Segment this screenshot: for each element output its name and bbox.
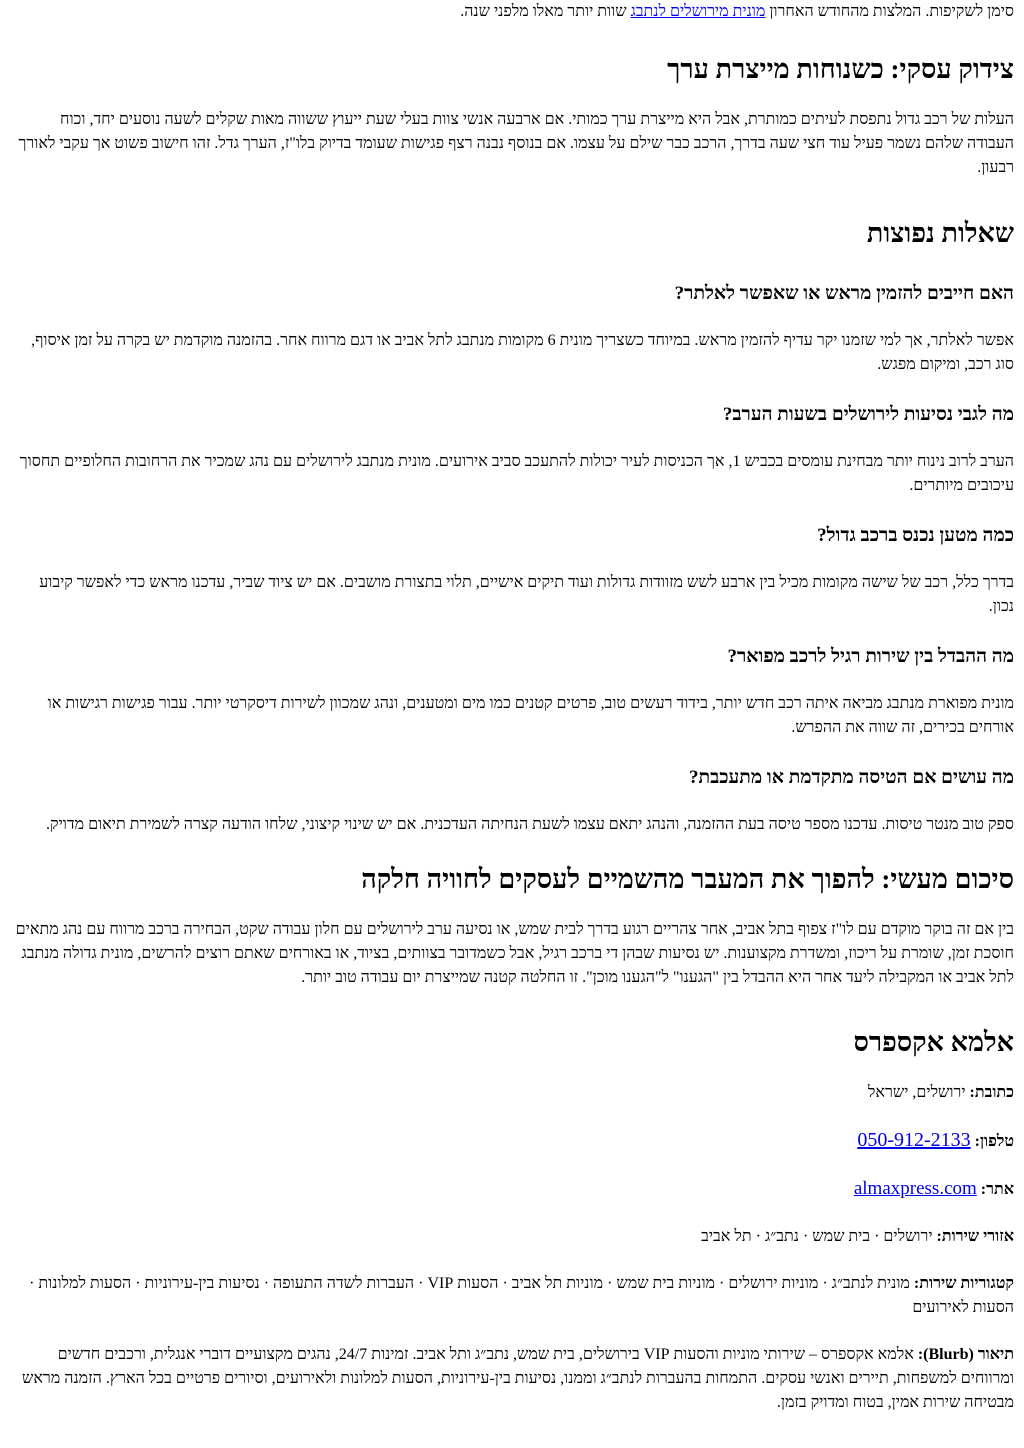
- areas-value: ירושלים · בית שמש · נתב״ג · תל אביב: [701, 1228, 933, 1245]
- faq-answer: אפשר לאלתר, אך למי שזמנו יקר עדיף להזמין מראש. במיוחד כשצריך מונית 6 מקומות מנתבג לתל אביב או דגם מרווח אחר. בהזמנה מוקדמת יש בקרה על זמן איסוף, סוג רכב, ומיקום מפגש.: [31, 332, 1014, 373]
- phone-label: טלפון:: [974, 1133, 1014, 1150]
- blurb-row: [14, 1343, 1014, 1415]
- categories-row: [14, 1272, 1014, 1320]
- categories-value: מונית לנתב״ג · מוניות ירושלים · מוניות בית שמש · מוניות תל אביב · הסעות VIP · העברות לשדה התעופה · נסיעות בין-עירוניות · הסעות למלונות · הסעות לאירועים: [29, 1275, 1014, 1316]
- intro-paragraph: [14, 0, 1014, 24]
- blurb-value: אלמא אקספרס – שירותי מוניות והסעות VIP בירושלים, בית שמש, נתב״ג ותל אביב. זמינות 24/7, נהגים מקצועיים דוברי אנגלית, ורכבים חדשים ומרווחים למשפחות, תיירים ואנשי עסקים. התמחות בהעברות לנתב״ג וממנו, נסיעות בין-עירוניות, הסעות למלונות ולאירועים, וסיורים פרטיים בכל הארץ. הזמנה מראש מבטיחה שירות אמין, בטוח ומדויק בזמן.: [21, 1346, 1014, 1411]
- faq-answer: הערב לרוב נינוח יותר מבחינת עומסים בכביש 1, אך הכניסות לעיר יכולות להתעכב סביב אירועים. מונית מנתבג לירושלים עם נהג שמכיר את הרחובות החלופיים תחסוך עיכובים מיותרים.: [19, 453, 1014, 494]
- faq-question: מה ההבדל בין שירות רגיל לרכב מפואר?: [727, 646, 1014, 667]
- faq-question: האם חייבים להזמין מראש או שאפשר לאלתר?: [674, 283, 1014, 304]
- summary-heading: סיכום מעשי: להפוך את המעבר מהשמיים לעסקים לחוויה חלקה: [361, 864, 1014, 894]
- business-heading: צידוק עסקי: כשנוחות מייצרת ערך: [667, 54, 1014, 84]
- site-link[interactable]: almaxpress.com: [853, 1178, 977, 1199]
- company-heading: אלמא אקספרס: [853, 1027, 1014, 1057]
- faq-answer: ספק טוב מנטר טיסות. עדכנו מספר טיסה בעת ההזמנה, והנהג יתאם עצמו לשעת הנחיתה העדכנית. אם יש שינוי קיצוני, שלחו הודעה קצרה לשמירת תיאום מדויק.: [46, 816, 1014, 833]
- faq-answer: בדרך כלל, רכב של שישה מקומות מכיל בין ארבע לשש מזוודות גדולות ועוד תיקים אישיים, תלוי בתצורת מושבים. אם יש ציוד שביר, עדכנו מראש כדי לאפשר קיבוע נכון.: [39, 574, 1014, 615]
- faq-question: כמה מטען נכנס ברכב גדול?: [817, 525, 1014, 546]
- address-value: ירושלים, ישראל: [867, 1084, 966, 1101]
- phone-link[interactable]: 050-912-2133: [857, 1129, 971, 1151]
- phone-row: [14, 1128, 1014, 1154]
- address-label: כתובת:: [969, 1084, 1014, 1101]
- blurb-label: תיאור (Blurb):: [917, 1346, 1014, 1363]
- business-paragraph: העלות של רכב גדול נתפסת לעיתים כמותרת, אבל היא מייצרת ערך כמותי. אם ארבעה אנשי צוות בעלי שעת ייעוץ ששווה מאות שקלים לשעה נוסעים יחד, וכוח העבודה שלהם נשמר פעיל עוד חצי שעה בדרך, הרכב כבר שילם על עצמו. אם בנוסף נבנה רצף פגישות שעומד בדיוק בלו"ז, הערך גדל. זהו חישוב פשוט אך עקבי לאורך רבעון.: [18, 111, 1014, 176]
- intro-text-before: סימן לשקיפות. המלצות מהחודש האחרון: [769, 3, 1014, 20]
- summary-paragraph: בין אם זה בוקר מוקדם עם לו"ז צפוף בתל אביב, אחר צהריים רגוע בדרך לבית שמש, או נסיעה ערב לירושלים עם חלון עבודה שקט, הבחירה ברכב מרווח עם נהג מתאים חוסכת זמן, שומרת על ריכוז, ומשדרת מקצוענות. יש נסיעות שבהן די ברכב רגיל, אבל כשמדובר בצוותים, בציוד, או באורחים שאתם רוצים להרשים, מונית גדולה מנתבג לתל אביב או המקבילה ליעד אחר היא ההבדל בין "הגענו" ל"הגענו מוכן". זו החלטה קטנה שמייצרת יום עבודה טוב יותר.: [15, 921, 1014, 986]
- site-row: [14, 1177, 1014, 1202]
- categories-label: קטגוריות שירות:: [913, 1275, 1014, 1292]
- intro-link[interactable]: מונית מירושלים לנתבג: [630, 3, 766, 20]
- faq-answer: מונית מפוארת מנתבג מביאה איתה רכב חדש יותר, בידוד רעשים טוב, פרטים קטנים כמו מים ומטענים, ונהג שמכוון לשירות דיסקרטי יותר. עבור פגישות רגישות או אורחים בכירים, זה שווה את ההפרש.: [47, 695, 1014, 736]
- intro-text-after: שוות יותר מאלו מלפני שנה.: [460, 3, 627, 20]
- areas-row: [14, 1225, 1014, 1249]
- areas-label: אזורי שירות:: [936, 1228, 1014, 1245]
- site-label: אתר:: [980, 1181, 1014, 1198]
- faq-question: מה לגבי נסיעות לירושלים בשעות הערב?: [722, 404, 1014, 425]
- faq-heading: שאלות נפוצות: [866, 218, 1014, 248]
- faq-question: מה עושים אם הטיסה מתקדמת או מתעכבת?: [689, 767, 1014, 788]
- address-row: [14, 1081, 1014, 1105]
